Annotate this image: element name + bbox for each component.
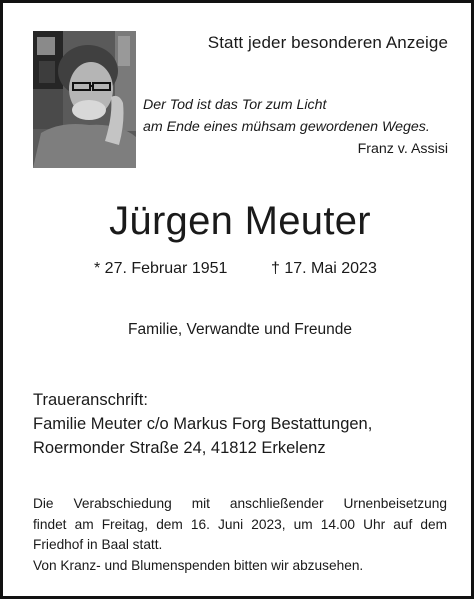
quote-line: Der Tod ist das Tor zum Licht: [143, 97, 327, 113]
mourning-address: [33, 388, 453, 460]
notice-line: Von Kranz- und Blumenspenden bitten wir abzusehen.: [33, 557, 364, 573]
death-date: † 17. Mai 2023: [271, 260, 377, 277]
notice-line: Die Verabschiedung mit anschließender Urnenbeisetzung: [33, 496, 447, 511]
funeral-notice: [33, 494, 447, 576]
deceased-name: Jürgen Meuter: [109, 199, 371, 243]
birth-date: * 27. Februar 1951: [94, 260, 228, 277]
address-line: Roermonder Straße 24, 41812 Erkelenz: [33, 439, 326, 457]
notice-line: Friedhof in Baal statt.: [33, 537, 163, 552]
quote-author: Franz v. Assisi: [357, 141, 448, 157]
quote-block: [143, 94, 448, 160]
portrait-illustration: [33, 31, 136, 168]
quote-line: am Ende eines mühsam gewordenen Weges.: [143, 119, 430, 135]
header-notice: Statt jeder besonderen Anzeige: [207, 33, 448, 52]
mourners-line: Familie, Verwandte und Freunde: [127, 321, 353, 338]
address-label: Traueranschrift:: [33, 391, 148, 409]
address-line: Familie Meuter c/o Markus Forg Bestattungen,: [33, 415, 373, 433]
notice-line: findet am Freitag, dem 16. Juni 2023, um 14.00 Uhr auf dem: [33, 516, 447, 532]
portrait-photo: [33, 31, 136, 168]
